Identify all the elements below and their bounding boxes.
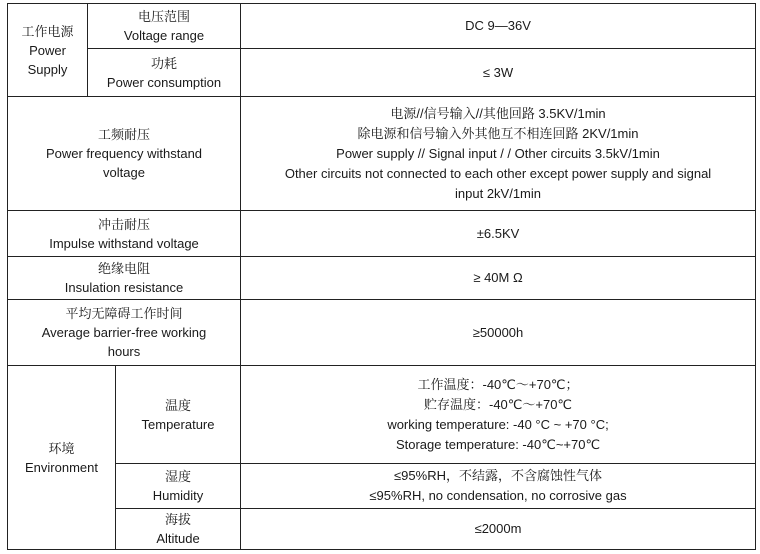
power-frequency-value: 电源//信号输入//其他回路 3.5KV/1min 除电源和信号输入外其他互不相连回路 2KV/1min Power supply // Signal input / / Other circuits 3.5kV/1min Other circuits not connected to each other except power supply and signal input 2kV/1min: [241, 97, 756, 211]
altitude-value: ≤2000m: [241, 509, 756, 550]
humidity-label: 湿度 Humidity: [116, 464, 241, 509]
insulation-label: 绝缘电阻 Insulation resistance: [8, 257, 241, 300]
power-consumption-value: ≤ 3W: [241, 49, 756, 97]
insulation-value: ≥ 40M Ω: [241, 257, 756, 300]
impulse-value: ±6.5KV: [241, 211, 756, 257]
impulse-label: 冲击耐压 Impulse withstand voltage: [8, 211, 241, 257]
row-temperature: [8, 366, 756, 464]
humidity-value: ≤95%RH，不结露，不含腐蚀性气体 ≤95%RH, no condensation, no corrosive gas: [241, 464, 756, 509]
temperature-value: 工作温度：-40℃～+70℃； 贮存温度：-40℃～+70℃ working temperature: -40 °C ~ +70 °C; Storage temperature: -40℃~+70℃: [241, 366, 756, 464]
row-power-frequency: [8, 97, 756, 211]
temperature-label: 温度 Temperature: [116, 366, 241, 464]
working-hours-label: 平均无障碍工作时间 Average barrier-free working hours: [8, 300, 241, 366]
voltage-range-value: DC 9—36V: [241, 4, 756, 49]
row-altitude: [8, 509, 756, 550]
power-frequency-label: 工频耐压 Power frequency withstand voltage: [8, 97, 241, 211]
row-insulation: [8, 257, 756, 300]
voltage-range-label: 电压范围 Voltage range: [88, 4, 241, 49]
row-working-hours: [8, 300, 756, 366]
power-consumption-label: 功耗 Power consumption: [88, 49, 241, 97]
spec-table: [7, 3, 756, 550]
row-humidity: [8, 464, 756, 509]
row-power-consumption: [8, 49, 756, 97]
environment-label: 环境 Environment: [8, 366, 116, 550]
working-hours-value: ≥50000h: [241, 300, 756, 366]
row-impulse: [8, 211, 756, 257]
power-supply-label: 工作电源 Power Supply: [8, 4, 88, 97]
altitude-label: 海拔 Altitude: [116, 509, 241, 550]
row-voltage-range: [8, 4, 756, 49]
